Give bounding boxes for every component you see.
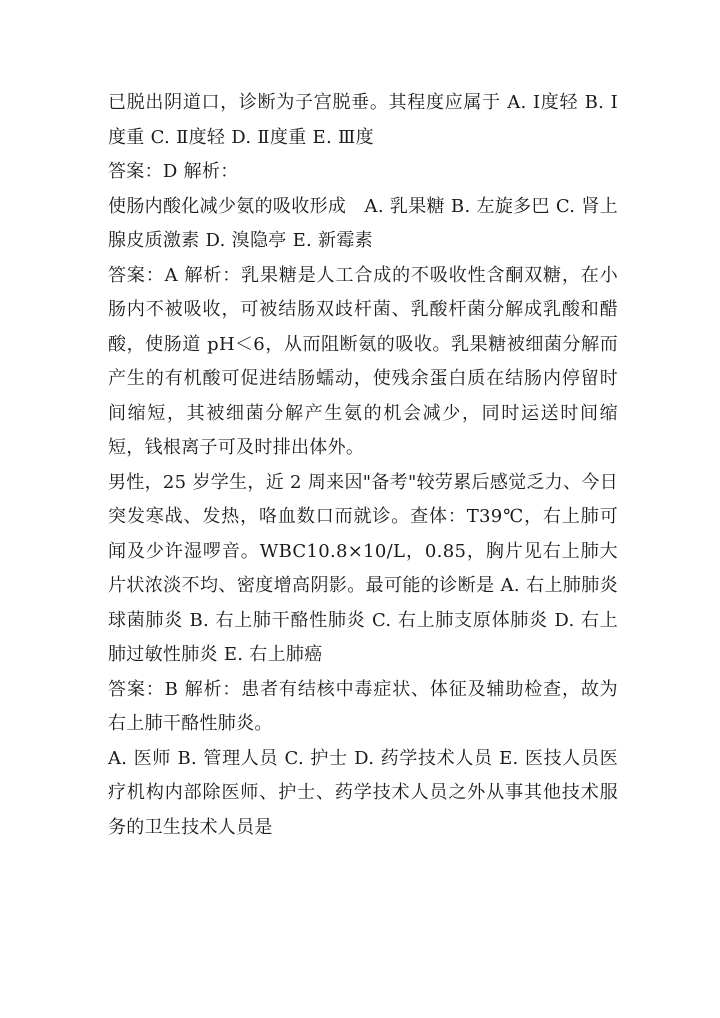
answer-1: 答案：D 解析： [108,161,239,182]
question-2: 使肠内酸化减少氨的吸收形成 A. 乳果糖 B. 左旋多巴 C. 肾上腺皮质激素 D. 溴隐亭 E. 新霉素 [108,195,618,251]
question-3: 男性，25 岁学生，近 2 周来因"备考"较劳累后感觉乏力、今日突发寒战、发热，咯血数口而就诊。查体：T39℃，右上肺可闻及少许湿啰音。WBC10.8×10/L，0.85，胸片见右上肺大片状浓淡不均、密度增高阴影。最可能的诊断是 A. 右上肺肺炎球菌肺炎 B. 右上肺干酪性肺炎 C. 右上肺支原体肺炎 D. 右上肺过敏性肺炎 E. 右上肺癌 [108,471,618,665]
question-continuation: 已脱出阴道口，诊断为子宫脱垂。其程度应属于 A. Ⅰ度轻 B. Ⅰ度重 C. Ⅱ度轻 D. Ⅱ度重 E. Ⅲ度 [108,92,618,148]
answer-3: 答案：B 解析：患者有结核中毒症状、体征及辅助检查，故为右上肺干酪性肺炎。 [108,678,618,734]
document-page [108,86,618,845]
question-4: A. 医师 B. 管理人员 C. 护士 D. 药学技术人员 E. 医技人员医疗机构内部除医师、护士、药学技术人员之外从事其他技术服务的卫生技术人员是 [108,747,618,838]
answer-2: 答案：A 解析：乳果糖是人工合成的不吸收性含酮双糖，在小肠内不被吸收，可被结肠双歧杆菌、乳酸杆菌分解成乳酸和醋酸，使肠道 pH＜6，从而阻断氨的吸收。乳果糖被细菌分解而产生的有机酸可促进结肠蠕动，使残余蛋白质在结肠内停留时间缩短，其被细菌分解产生氨的机会减少，同时运送时间缩短，钱根离子可及时排出体外。 [108,264,618,458]
